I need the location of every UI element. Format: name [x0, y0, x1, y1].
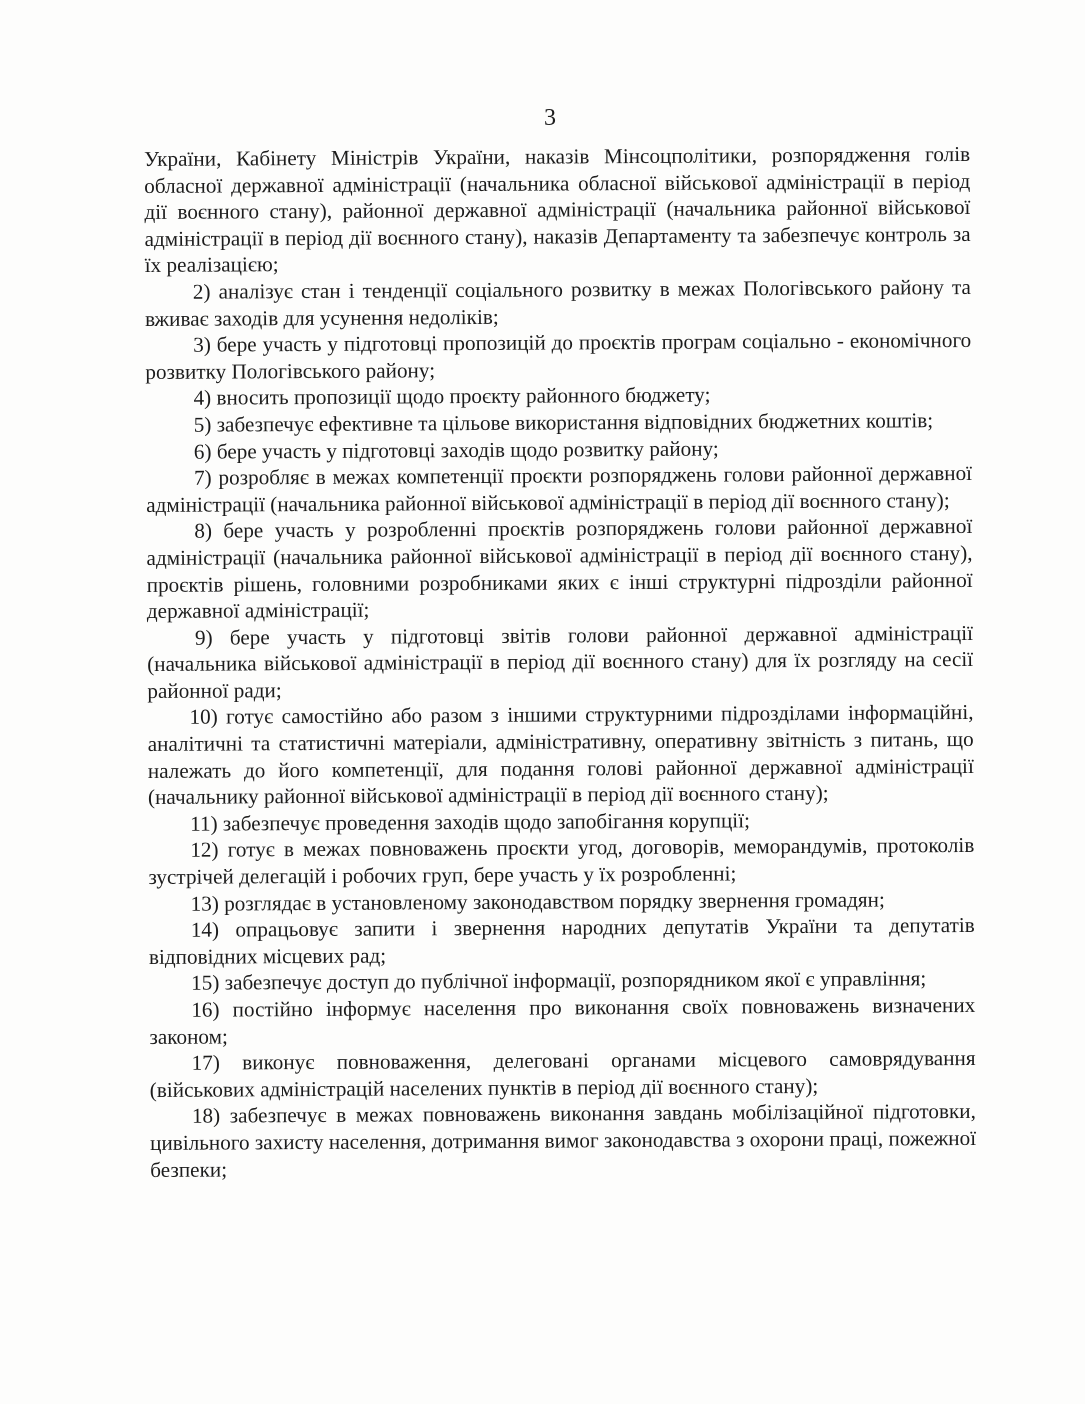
list-item: 18) забезпечує в межах повноважень виконання завдань мобілізаційної підготовки, цивільного захисту населення, дотримання вимог законодавства з охорони праці, пожежної безпеки; — [150, 1099, 977, 1182]
list-item: 9) бере участь у підготовці звітів голови районної державної адміністрації (начальника військової адміністрації в період дії воєнного стану) для їх розгляду на сесії районної ради; — [147, 620, 974, 703]
list-item: 2) аналізує стан і тенденції соціального розвитку в межах Пологівського району та вживає заходів для усунення недоліків; — [144, 274, 971, 331]
list-item: 4) вносить пропозиції щодо проєкту районного бюджету; — [193, 382, 711, 411]
page-number: 3 — [544, 105, 556, 131]
document-body — [144, 141, 976, 1183]
list-item: 12) готує в межах повноважень проєкти угод, договорів, меморандумів, протоколів зустрічей делегацій і робочих груп, бере участь у їх розробленні; — [148, 833, 975, 890]
list-item: 17) виконує повноваження, делеговані органами місцевого самоврядування (військових адміністрацій населених пунктів в період дії воєнного стану); — [149, 1046, 976, 1102]
list-item: 7) розробляє в межах компетенції проєкти розпоряджень голови районної державної адміністрації (начальника районної військової адміністрації в період дії воєнного стану); — [146, 461, 973, 517]
list-item: 10) готує самостійно або разом з іншими структурними підрозділами інформаційні, аналітичні та статистичні матеріали, адміністративну, оперативну звітність з питань, що належать до його компетенції, для подання голові районної державної адміністрації (начальнику районної військової адміністрації в період дії воєнного стану); — [147, 700, 974, 810]
list-item: 15) забезпечує доступ до публічної інформації, розпорядником якої є управління; — [191, 966, 927, 996]
list-item: 16) постійно інформує населення про виконання своїх повноважень визначених законом; — [149, 992, 976, 1049]
list-item: 11) забезпечує проведення заходів щодо запобігання корупції; — [190, 808, 750, 836]
list-item: 3) бере участь у підготовці пропозицій до проєктів програм соціально - економічного розвитку Пологівського району; — [145, 328, 972, 384]
list-item: 8) бере участь у розробленні проєктів розпоряджень голови районної державної адміністрації (начальника районної військової адміністрації в період дії воєнного стану), проєктів рішень, головними розробниками яких є інші структурні підрозділи районної державної адміністрації; — [146, 514, 973, 624]
list-item: 14) опрацьовує запити і звернення народних депутатів України та депутатів відповідних місцевих рад; — [148, 913, 975, 969]
list-item: 6) бере участь у підготовці заходів щодо розвитку району; — [193, 436, 719, 464]
list-item: 5) забезпечує ефективне та цільове використання відповідних бюджетних коштів; — [193, 408, 934, 437]
intro-paragraph: України, Кабінету Міністрів України, наказів Мінсоцполітики, розпорядження голів обласної державної адміністрації (начальника обласної військової адміністрації в період дії воєнного стану), районної державної адміністрації (начальника районної військової адміністрації в період дії воєнного стану), наказів Департаменту та забезпечує контроль за їх реалізацією; — [144, 141, 971, 278]
list-item: 13) розглядає в установленому законодавством порядку звернення громадян; — [190, 887, 885, 916]
